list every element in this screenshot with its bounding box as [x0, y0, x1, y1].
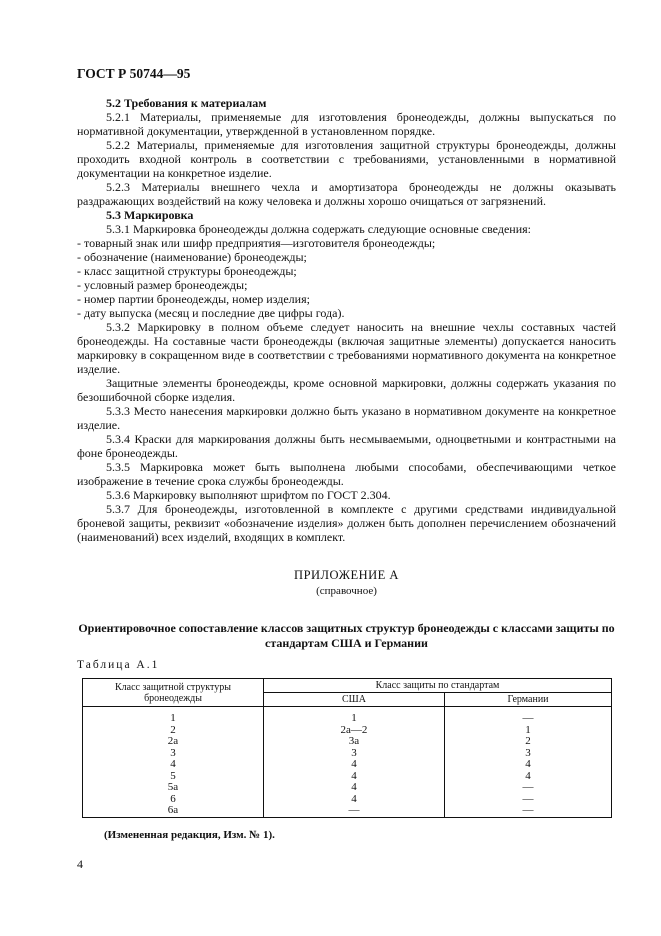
cell-class: 3: [83, 748, 264, 760]
paragraph: 5.2.1 Материалы, применяемые для изготовления бронеодежды, должны выпускаться по нормативной документации, утвержденной в установленном порядке.: [77, 110, 616, 138]
cell-usa: 3: [264, 748, 445, 760]
cell-class: 2а: [83, 736, 264, 748]
paragraph: Защитные элементы бронеодежды, кроме основной маркировки, должны содержать указания по безошибочной сборке изделия.: [77, 376, 616, 404]
cell-germany: 4: [445, 759, 612, 771]
page-number: 4: [77, 857, 83, 871]
cell-germany: —: [445, 707, 612, 725]
cell-class: 2: [83, 725, 264, 737]
table-row: [83, 759, 612, 771]
table-title: Ориентировочное сопоставление классов защитных структур бронеодежды с классами защиты по стандартам США и Германии: [78, 621, 615, 650]
table-body: [83, 707, 612, 818]
paragraph: 5.2.2 Материалы, применяемые для изготовления защитной структуры бронеодежды, должны проходить входной контроль в соответствии с требованиями, установленными в нормативной документации на конкретное изделие.: [77, 138, 616, 180]
table-row: [83, 748, 612, 760]
cell-usa: 2а—2: [264, 725, 445, 737]
list-item: - номер партии бронеодежды, номер изделия;: [77, 292, 310, 306]
paragraph: 5.3.6 Маркировку выполняют шрифтом по ГОСТ 2.304.: [106, 488, 391, 502]
table-row: [83, 805, 612, 817]
list-item: - товарный знак или шифр предприятия—изготовителя бронеодежды;: [77, 236, 436, 250]
cell-usa: 4: [264, 759, 445, 771]
cell-class: 4: [83, 759, 264, 771]
table-row: [83, 725, 612, 737]
cell-germany: —: [445, 782, 612, 794]
paragraph: 5.3.1 Маркировка бронеодежды должна содержать следующие основные сведения:: [106, 222, 531, 236]
cell-class: 5: [83, 771, 264, 783]
appendix-heading: [77, 568, 616, 597]
table-row: [83, 782, 612, 794]
comparison-table: [82, 678, 612, 818]
cell-germany: —: [445, 805, 612, 817]
cell-usa: —: [264, 805, 445, 817]
table-row: [83, 736, 612, 748]
cell-usa: 3а: [264, 736, 445, 748]
cell-usa: 4: [264, 782, 445, 794]
paragraph: 5.2.3 Материалы внешнего чехла и амортизатора бронеодежды не должны оказывать раздражающих воздействий на кожу человека и должны хорошо очищаться от загрязнений.: [77, 180, 616, 208]
cell-germany: 4: [445, 771, 612, 783]
col-header-group: Класс защиты по стандартам: [264, 679, 612, 693]
table-row: [83, 707, 612, 725]
paragraph: 5.3.3 Место нанесения маркировки должно быть указано в нормативном документе на конкретное изделие.: [77, 404, 616, 432]
col-header-germany: Германии: [445, 693, 612, 707]
cell-usa: 1: [264, 707, 445, 725]
cell-class: 6а: [83, 805, 264, 817]
cell-germany: 1: [445, 725, 612, 737]
amendment-note: (Измененная редакция, Изм. № 1).: [104, 829, 275, 841]
col-header-class: Класс защитной структуры бронеодежды: [83, 679, 264, 707]
section-heading: 5.2 Требования к материалам: [106, 96, 267, 110]
list-item: - дату выпуска (месяц и последние две цифры года).: [77, 306, 345, 320]
list-item: - условный размер бронеодежды;: [77, 278, 248, 292]
paragraph: 5.3.5 Маркировка может быть выполнена любыми способами, обеспечивающими четкое изображение в течение срока службы бронеодежды.: [77, 460, 616, 488]
cell-usa: 4: [264, 771, 445, 783]
paragraph: 5.3.2 Маркировку в полном объеме следует наносить на внешние чехлы составных частей бронеодежды. На составные части бронеодежды (включая защитные элементы) допускается наносить маркировку в сокращенном виде в соответствии с требованиями нормативного документа на конкретное изделие.: [77, 320, 616, 376]
cell-class: 5а: [83, 782, 264, 794]
paragraph: 5.3.7 Для бронеодежды, изготовленной в комплекте с другими средствами индивидуальной броневой защиты, реквизит «обозначение изделия» должен быть дополнен перечислением обозначений (наименований) всех изделий, входящих в комплект.: [77, 502, 616, 544]
section-body: [77, 96, 616, 544]
table-label: Таблица А.1: [77, 659, 160, 671]
cell-germany: —: [445, 794, 612, 806]
cell-germany: 2: [445, 736, 612, 748]
document-header: ГОСТ Р 50744—95: [77, 66, 191, 81]
appendix-subtitle: (справочное): [316, 585, 377, 597]
cell-class: 6: [83, 794, 264, 806]
list-item: - класс защитной структуры бронеодежды;: [77, 264, 297, 278]
paragraph: 5.3.4 Краски для маркирования должны быть несмываемыми, одноцветными и контрастными на фоне бронеодежды.: [77, 432, 616, 460]
cell-class: 1: [83, 707, 264, 725]
col-header-usa: США: [264, 693, 445, 707]
list-item: - обозначение (наименование) бронеодежды;: [77, 250, 307, 264]
section-heading: 5.3 Маркировка: [106, 208, 194, 222]
cell-usa: 4: [264, 794, 445, 806]
cell-germany: 3: [445, 748, 612, 760]
appendix-title: ПРИЛОЖЕНИЕ А: [294, 568, 399, 582]
